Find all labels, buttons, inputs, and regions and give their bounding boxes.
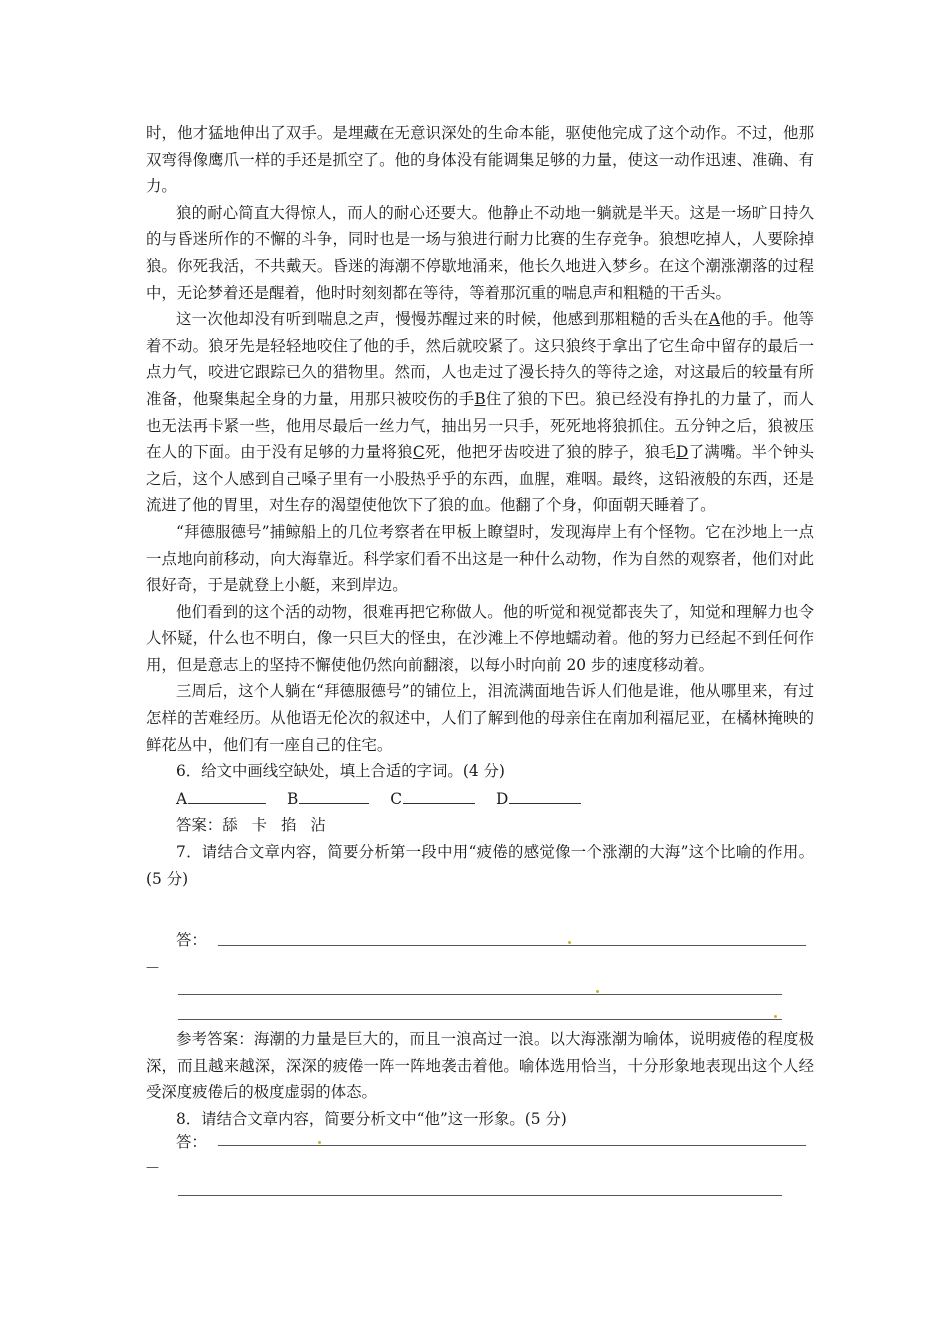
q7-answer-label: 答： bbox=[176, 931, 207, 949]
q8-answer-line-1[interactable] bbox=[218, 1145, 806, 1146]
paragraph: 他们看到的这个活的动物，很难再把它称做人。他的听觉和视觉都丧失了，知觉和理解力也令人怀疑，什么也不明白，像一只巨大的怪虫，在沙滩上不停地蠕动着。他的努力已经起不到任何作用，但是意志上的坚持不懈使他仍然向前翻滚，以每小时向前 20 步的速度移动着。 bbox=[146, 602, 814, 674]
blank-d-marker: D bbox=[676, 443, 689, 462]
paragraph: 三周后，这个人躺在“拜德服德号”的铺位上，泪流满面地告诉人们他是谁，他从哪里来，有过怎样的苦难经历。从他语无伦次的叙述中，人们了解到他的母亲住在南加利福尼亚，在橘林掩映的鲜花丛中，他们有一座自己的住宅。 bbox=[146, 682, 814, 754]
paragraph: “拜德服德号”捕鲸船上的几位考察者在甲板上瞭望时，发现海岸上有个怪物。它在沙地上一点一点地向前移动，向大海靠近。科学家们看不出这是一种什么动物，作为自然的观察者，他们对此很好奇，于是就登上小艇，来到岸边。 bbox=[146, 522, 814, 595]
q6-answer: 答案：舔 卡 掐 沾 bbox=[176, 816, 326, 835]
q7-reference-block bbox=[146, 1026, 814, 1132]
mark-dot bbox=[774, 1015, 777, 1018]
question-7: 7．请结合文章内容，简要分析第一段中用“疲倦的感觉像一个涨潮的大海”这个比喻的作用。(5 分) bbox=[146, 843, 814, 888]
mark-dot bbox=[568, 941, 571, 944]
paragraph: 时，他才猛地伸出了双手。是埋藏在无意识深处的生命本能，驱使他完成了这个动作。不过，他那双弯得像鹰爪一样的手还是抓空了。他的身体没有能调集足够的力量，使这一动作迅速、准确、有力。 bbox=[146, 124, 814, 196]
q7-reference-answer: 参考答案：海潮的力量是巨大的，而且一浪高过一浪。以大海涨潮为喻体，说明疲倦的程度极深，而且越来越深，深深的疲倦一阵一阵地袭击着他。喻体选用恰当，十分形象地表现出这个人经受深度疲倦后的极度虚弱的体态。 bbox=[146, 1030, 814, 1102]
q7-answer-line-1[interactable] bbox=[218, 945, 806, 946]
line-dash: — bbox=[146, 1160, 159, 1175]
answer-blank-c[interactable] bbox=[403, 785, 475, 804]
q7-answer-line-2[interactable] bbox=[178, 994, 782, 995]
document-body bbox=[146, 120, 814, 892]
mark-dot bbox=[596, 990, 599, 993]
paragraph: 狼的耐心简直大得惊人，而人的耐心还要大。他静止不动地一躺就是半天。这是一场旷日持久的与昏迷所作的不懈的斗争，同时也是一场与狼进行耐力比赛的生存竞争。狼想吃掉人，人要除掉狼。你死我活，不共戴天。昏迷的海潮不停歇地涌来，他长久地进入梦乡。在这个潮涨潮落的过程中，无论梦着还是醒着，他时时刻刻都在等待，等着那沉重的喘息声和粗糙的干舌头。 bbox=[146, 203, 814, 302]
answer-blank-d[interactable] bbox=[509, 785, 581, 804]
answer-blank-a[interactable] bbox=[188, 785, 266, 804]
paragraph-blanks: 这一次他却没有听到喘息之声，慢慢苏醒过来的时候，他感到那粗糙的舌头在A他的手。他等着不动。狼牙先是轻轻地咬住了他的手，然后就咬紧了。这只狼终于拿出了它生命中留存的最后一点力气，咬进它跟踪已久的猎物里。然而，人也走过了漫长持久的等待之途，对这最后的较量有所准备，他聚集起全身的力量，用那只被咬伤的手B住了狼的下巴。狼已经没有挣扎的力量了，而人也无法再卡紧一些，他用尽最后一丝力气，抽出另一只手，死死地将狼抓住。五分钟之后，狼被压在人的下面。由于没有足够的力量将狼C死，他把牙齿咬进了狼的脖子，狼毛D了满嘴。半个钟头之后，这个人感到自己嗓子里有一小股热乎乎的东西，血腥，难咽。最终，这铅液般的东西，还是流进了他的胃里，对生存的渴望使他饮下了狼的血。他翻了个身，仰面朝天睡着了。 bbox=[146, 310, 814, 515]
blank-c-marker: C bbox=[412, 443, 425, 462]
q8-answer-label: 答： bbox=[176, 1133, 207, 1151]
q7-answer-line-3[interactable] bbox=[178, 1019, 782, 1020]
blank-b-marker: B bbox=[474, 389, 486, 408]
q6-blanks: A B C D bbox=[146, 785, 814, 813]
question-6: 6．给文中画线空缺处，填上合适的字词。(4 分) bbox=[176, 762, 505, 781]
q8-answer-line-2[interactable] bbox=[178, 1195, 782, 1196]
blank-a-marker: A bbox=[708, 310, 720, 329]
answer-blank-b[interactable] bbox=[299, 785, 369, 804]
mark-dot bbox=[318, 1141, 321, 1144]
question-8: 8．请结合文章内容，简要分析文中“他”这一形象。(5 分) bbox=[176, 1109, 567, 1128]
line-dash: — bbox=[146, 960, 159, 975]
